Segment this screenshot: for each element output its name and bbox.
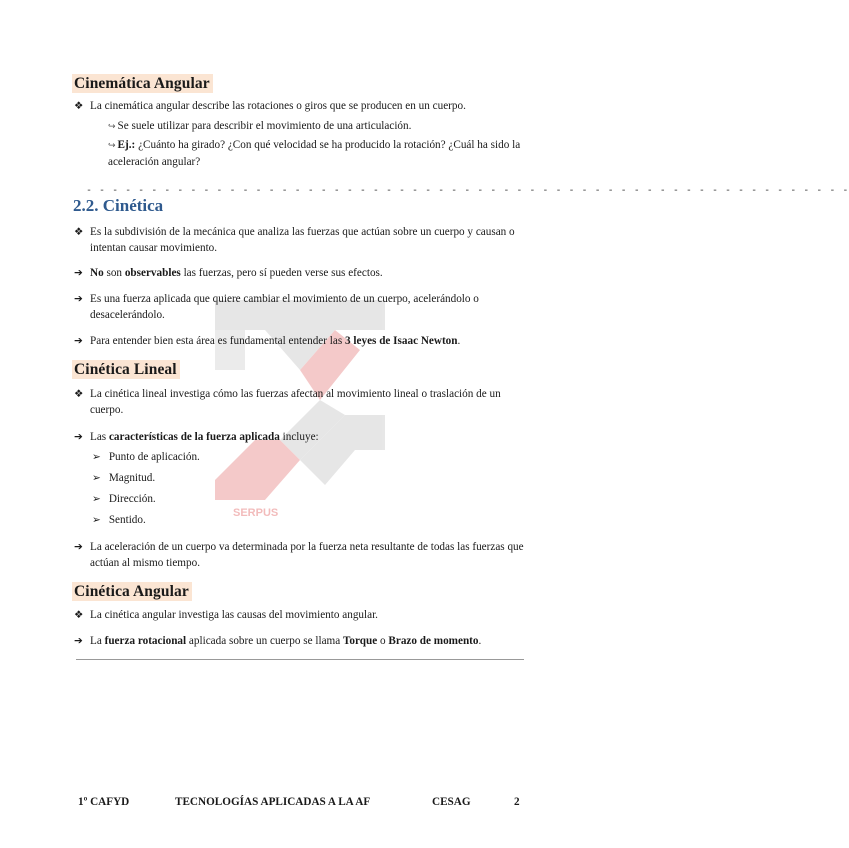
item-text bbox=[74, 265, 524, 281]
triangle-bullet-item bbox=[92, 491, 156, 507]
sub-item bbox=[108, 118, 526, 135]
item-text: Es la subdivisión de la mecánica que analiza las fuerzas que actúan sobre un cuerpo y causan o intentan causar movimiento. bbox=[90, 226, 515, 254]
plain-text: son bbox=[103, 267, 125, 279]
arrow-item bbox=[74, 291, 524, 323]
arrow-bullet-icon: ➔ bbox=[74, 267, 83, 279]
heading-cinetica-lineal: Cinética Lineal bbox=[72, 360, 180, 379]
triangle-bullet-icon: ➢ bbox=[92, 514, 101, 526]
plain-text: o bbox=[377, 635, 389, 647]
bullet-text: Sentido. bbox=[108, 514, 146, 526]
diamond-bullet-icon: ❖ bbox=[74, 226, 84, 238]
plain-text: aplicada sobre un cuerpo se llama bbox=[186, 635, 343, 647]
footer-page-number: 2 bbox=[514, 796, 520, 808]
triangle-bullet-icon: ➢ bbox=[92, 472, 101, 484]
plain-text: La bbox=[90, 635, 105, 647]
arrow-item bbox=[74, 333, 524, 349]
heading-cinematica-angular: Cinemática Angular bbox=[72, 74, 213, 93]
example-label: Ej.: bbox=[117, 139, 136, 151]
bullet-text: Magnitud. bbox=[108, 472, 156, 484]
item-text: La cinética angular investiga las causas del movimiento angular. bbox=[90, 609, 378, 621]
list-item bbox=[74, 607, 524, 623]
item-text: La cinemática angular describe las rotaciones o giros que se producen en un cuerpo. bbox=[90, 100, 466, 112]
list-item bbox=[74, 386, 524, 418]
diamond-bullet-icon: ❖ bbox=[74, 388, 84, 400]
arrow-bullet-icon: ➔ bbox=[74, 293, 83, 305]
watermark-text: SERPUS bbox=[233, 507, 279, 519]
triangle-bullet-item bbox=[92, 512, 146, 528]
plain-text: Para entender bien esta área es fundamental entender las bbox=[90, 335, 346, 347]
sub-item-text: ¿Cuánto ha girado? ¿Con qué velocidad se ha producido la rotación? ¿Cuál ha sido la aceleración angular? bbox=[108, 139, 521, 168]
plain-text: . bbox=[457, 335, 461, 347]
item-text bbox=[74, 633, 524, 649]
item-text bbox=[74, 429, 524, 445]
plain-text: Las bbox=[90, 431, 109, 443]
triangle-bullet-icon: ➢ bbox=[92, 451, 101, 463]
item-text: Es una fuerza aplicada que quiere cambiar el movimiento de un cuerpo, acelerándolo o desacelerándolo. bbox=[90, 293, 479, 321]
sub-item bbox=[108, 137, 526, 170]
list-item bbox=[74, 224, 524, 256]
plain-text: las fuerzas, pero sí pueden verse sus efectos. bbox=[180, 267, 383, 279]
arrow-bullet-icon: ➔ bbox=[74, 541, 83, 553]
arrow-item bbox=[74, 539, 524, 571]
diamond-bullet-icon: ❖ bbox=[74, 100, 84, 112]
triangle-bullet-item bbox=[92, 449, 200, 465]
item-text: La aceleración de un cuerpo va determinada por la fuerza neta resultante de todas las fuerzas que actúan al mismo tiempo. bbox=[90, 541, 524, 569]
arrow-bullet-icon: ➔ bbox=[74, 635, 83, 647]
sub-item-text: Se suele utilizar para describir el movimiento de una articulación. bbox=[117, 120, 412, 132]
arrow-item bbox=[74, 429, 524, 445]
bullet-text: Dirección. bbox=[108, 493, 156, 505]
bold-text: Brazo de momento bbox=[388, 635, 479, 647]
bold-text: observables bbox=[124, 267, 181, 279]
plain-text: . bbox=[478, 635, 482, 647]
item-text bbox=[74, 333, 524, 349]
footer-subject: TECNOLOGÍAS APLICADAS A LA AF bbox=[175, 796, 371, 808]
return-arrow-icon: ↪ bbox=[108, 122, 116, 132]
arrow-item bbox=[74, 265, 524, 281]
plain-text: incluye: bbox=[279, 431, 319, 443]
arrow-bullet-icon: ➔ bbox=[74, 431, 83, 443]
footer-course: 1º CAFYD bbox=[78, 796, 130, 808]
arrow-bullet-icon: ➔ bbox=[74, 335, 83, 347]
footer-institution: CESAG bbox=[432, 796, 471, 808]
dashed-separator: - - - - - - - - - - - - - - - - - - - - - - - - - - - - - - - - - - - - - - - - - - - - - - - - - - - - - - - - - - - bbox=[86, 185, 849, 196]
triangle-bullet-item bbox=[92, 470, 155, 486]
bold-text: fuerza rotacional bbox=[104, 635, 187, 647]
arrow-item bbox=[74, 633, 524, 649]
heading-cinetica-angular: Cinética Angular bbox=[72, 582, 192, 601]
watermark-shape-bottom-left bbox=[215, 440, 300, 500]
bold-text: No bbox=[90, 267, 104, 279]
bullet-text: Punto de aplicación. bbox=[108, 451, 200, 463]
heading-cinetica: 2.2. Cinética bbox=[73, 196, 164, 215]
bold-text: características de la fuerza aplicada bbox=[108, 431, 280, 443]
item-text: La cinética lineal investiga cómo las fuerzas afectan al movimiento lineal o traslación de un cuerpo. bbox=[90, 388, 501, 416]
bold-text: Torque bbox=[343, 635, 378, 647]
bold-text: 3 leyes de Isaac Newton bbox=[345, 335, 458, 347]
triangle-bullet-icon: ➢ bbox=[92, 493, 101, 505]
list-item bbox=[74, 98, 524, 114]
return-arrow-icon: ↪ bbox=[108, 141, 116, 151]
horizontal-divider bbox=[76, 659, 524, 660]
diamond-bullet-icon: ❖ bbox=[74, 609, 84, 621]
